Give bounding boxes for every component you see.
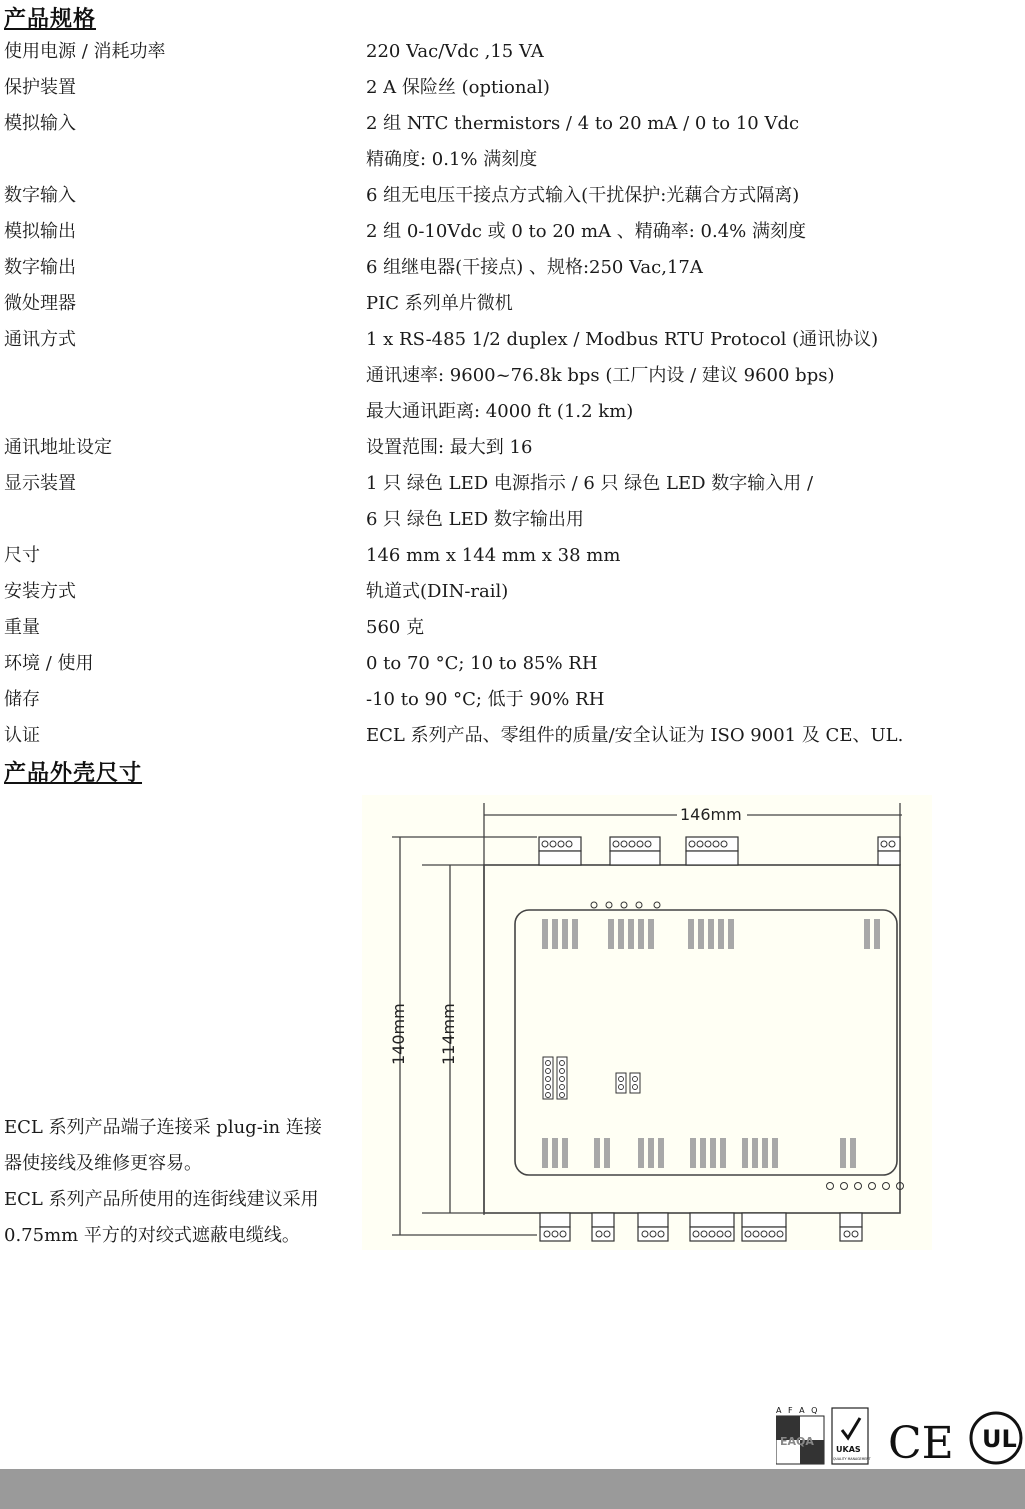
spec-label: 认证 (4, 725, 40, 746)
spec-value (366, 646, 1025, 682)
spec-value-line: 设置范围: 最大到 16 (366, 437, 533, 458)
spec-value (366, 214, 1025, 250)
spec-value-line: 220 Vac/Vdc ,15 VA (366, 41, 544, 62)
spec-label: 显示装置 (4, 473, 76, 494)
spec-value-line: 146 mm x 144 mm x 38 mm (366, 545, 621, 566)
svg-text:EAQA: EAQA (780, 1435, 814, 1448)
spec-value-line: PIC 系列单片微机 (366, 293, 513, 314)
spec-label: 数字输出 (4, 257, 76, 278)
spec-value (366, 178, 1025, 214)
spec-value-line: ECL 系列产品、零组件的质量/安全认证为 ISO 9001 及 CE、UL. (366, 725, 904, 746)
spec-value-line: 1 只 绿色 LED 电源指示 / 6 只 绿色 LED 数字输入用 / (366, 473, 814, 494)
spec-value-line: 6 组无电压干接点方式输入(干扰保护:光藕合方式隔离) (366, 185, 800, 206)
spec-value-line: 精确度: 0.1% 满刻度 (366, 149, 538, 170)
spec-label: 重量 (4, 617, 40, 638)
afaq-logo (776, 1406, 824, 1464)
spec-value-line: 1 x RS-485 1/2 duplex / Modbus RTU Protocol (通讯协议) (366, 329, 879, 350)
ukas-logo (832, 1408, 871, 1464)
spec-heading: 产品规格 (4, 7, 97, 32)
spec-value (366, 70, 1025, 106)
spec-label: 模拟输入 (4, 113, 76, 134)
spec-value-line: 560 克 (366, 617, 425, 638)
spec-row (0, 718, 1025, 754)
spec-label: 使用电源 / 消耗功率 (4, 41, 166, 62)
ul-logo (971, 1413, 1021, 1463)
spec-value (366, 610, 1025, 646)
spec-value-line: 0 to 70 °C; 10 to 85% RH (366, 653, 598, 674)
spec-label: 模拟输出 (4, 221, 76, 242)
spec-label: 储存 (4, 689, 40, 710)
footer-bar (0, 1469, 1025, 1509)
spec-value (366, 574, 1025, 610)
svg-text:A F A Q: A F A Q (776, 1406, 820, 1415)
spec-value (366, 250, 1025, 286)
spec-label: 通讯方式 (4, 329, 76, 350)
spec-row (0, 430, 1025, 466)
note-line: 0.75mm 平方的对绞式遮蔽电缆线。 (4, 1225, 300, 1246)
spec-value (366, 286, 1025, 322)
spec-label: 通讯地址设定 (4, 437, 112, 458)
spec-label: 微处理器 (4, 293, 76, 314)
spec-row (0, 538, 1025, 574)
spec-row (0, 250, 1025, 286)
spec-row (0, 682, 1025, 718)
height-outer-label: 140mm (389, 1003, 408, 1065)
spec-value (366, 466, 1025, 538)
spec-value (366, 538, 1025, 574)
spec-value-line: 通讯速率: 9600~76.8k bps (工厂内设 / 建议 9600 bps) (366, 365, 835, 386)
spec-label: 安装方式 (4, 581, 76, 602)
height-inner-label: 114mm (439, 1003, 458, 1065)
spec-row (0, 322, 1025, 430)
spec-row (0, 70, 1025, 106)
enclosure-dimension-diagram (362, 795, 932, 1250)
certification-logos (776, 1404, 1024, 1466)
note-line: 器使接线及维修更容易。 (4, 1153, 202, 1174)
spec-label: 尺寸 (4, 545, 40, 566)
note-line: ECL 系列产品所使用的连街线建议采用 (4, 1189, 319, 1210)
spec-value (366, 106, 1025, 178)
dimensions-heading: 产品外壳尺寸 (4, 761, 143, 786)
svg-text:QUALITY MANAGEMENT: QUALITY MANAGEMENT (833, 1457, 871, 1461)
note-line: ECL 系列产品端子连接采 plug-in 连接 (4, 1117, 322, 1138)
spec-row (0, 34, 1025, 70)
spec-row (0, 646, 1025, 682)
wiring-note (4, 1110, 349, 1254)
width-label: 146mm (680, 805, 742, 824)
spec-row (0, 574, 1025, 610)
spec-value-line: 6 只 绿色 LED 数字输出用 (366, 509, 584, 530)
spec-value-line: 2 A 保险丝 (optional) (366, 77, 550, 98)
spec-value (366, 34, 1025, 70)
svg-text:UL: UL (982, 1425, 1017, 1453)
spec-table (0, 34, 1025, 754)
spec-value-line: 6 组继电器(干接点) 、规格:250 Vac,17A (366, 257, 703, 278)
spec-row (0, 178, 1025, 214)
spec-label: 数字输入 (4, 185, 76, 206)
spec-value-line: 2 组 0-10Vdc 或 0 to 20 mA 、精确率: 0.4% 满刻度 (366, 221, 806, 242)
ce-mark: CE (888, 1418, 954, 1466)
spec-row (0, 286, 1025, 322)
spec-value (366, 430, 1025, 466)
spec-value (366, 322, 1025, 430)
spec-value-line: 轨道式(DIN-rail) (366, 581, 509, 602)
spec-row (0, 466, 1025, 538)
spec-value-line: 2 组 NTC thermistors / 4 to 20 mA / 0 to 10 Vdc (366, 113, 800, 134)
spec-label: 保护装置 (4, 77, 76, 98)
spec-row (0, 106, 1025, 178)
spec-value-line: 最大通讯距离: 4000 ft (1.2 km) (366, 401, 634, 422)
spec-row (0, 610, 1025, 646)
spec-value (366, 718, 1025, 754)
spec-label: 环境 / 使用 (4, 653, 94, 674)
svg-text:UKAS: UKAS (836, 1445, 861, 1454)
spec-value (366, 682, 1025, 718)
spec-value-line: -10 to 90 °C; 低于 90% RH (366, 689, 605, 710)
spec-row (0, 214, 1025, 250)
